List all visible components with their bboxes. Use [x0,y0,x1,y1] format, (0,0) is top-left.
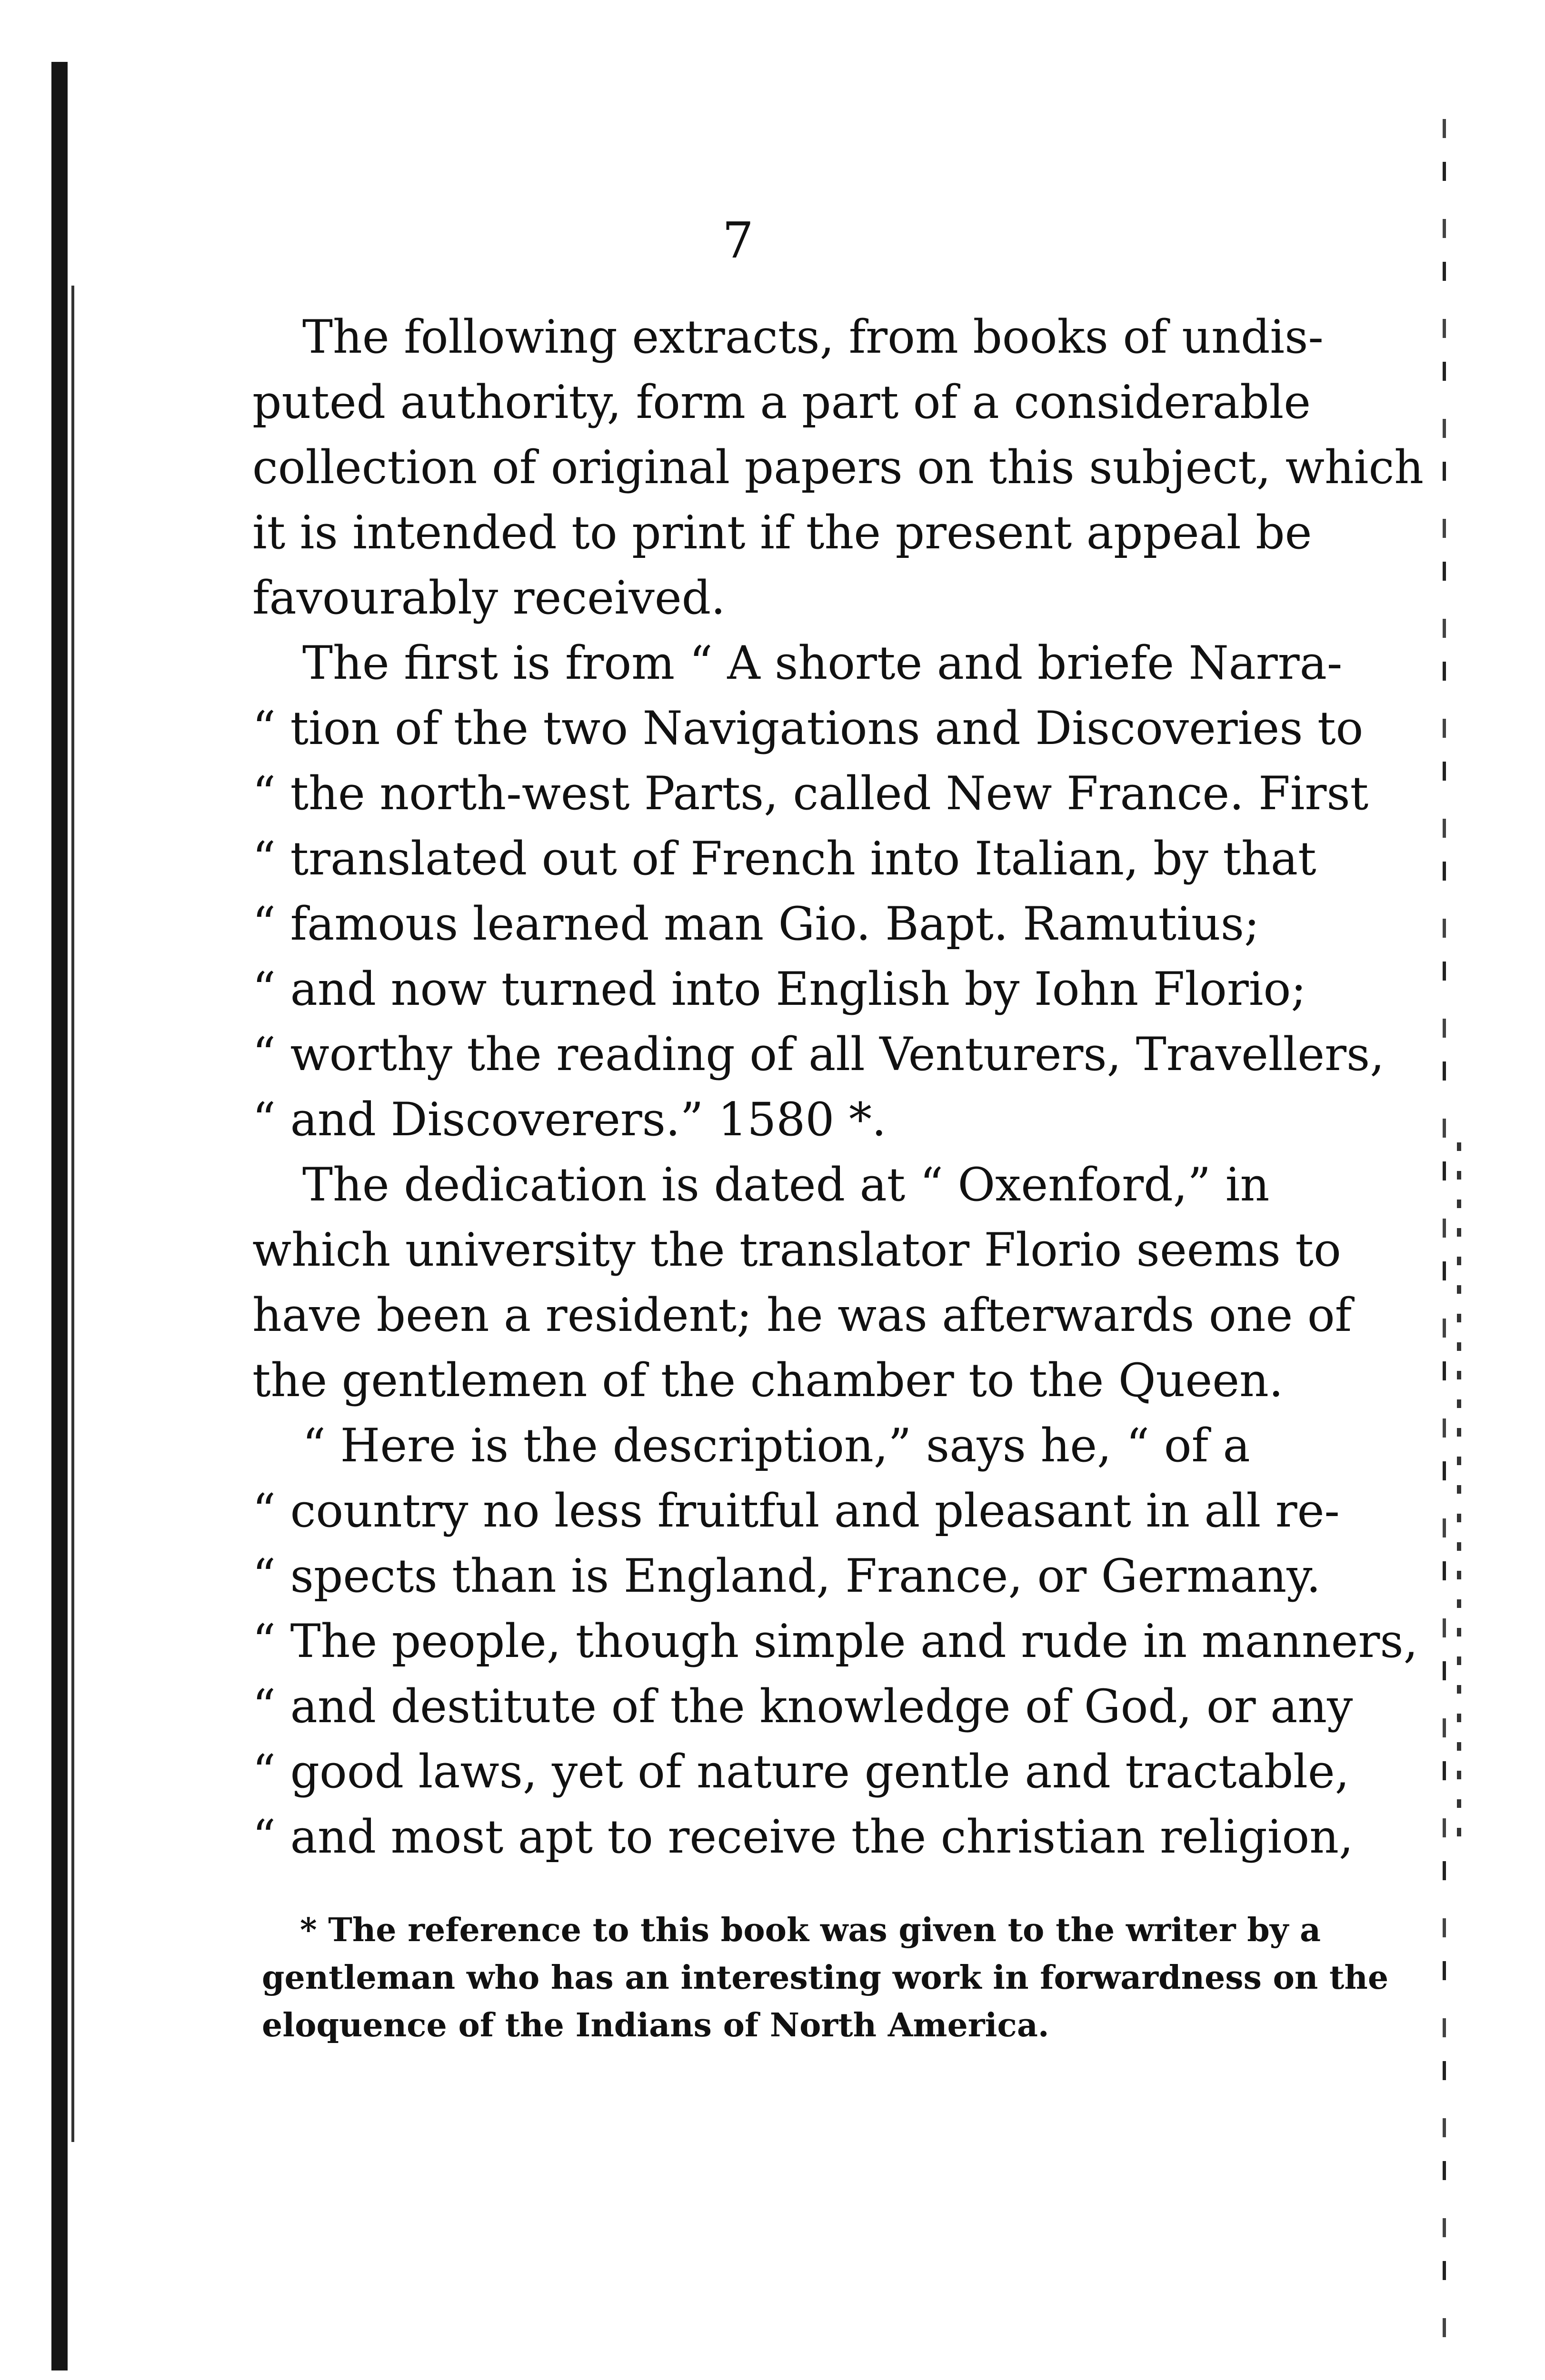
text-line: “ and now turned into English by Iohn Florio; [252,962,1306,1016]
text-line: the gentlemen of the chamber to the Queen. [252,1354,1284,1407]
text-line: “ worthy the reading of all Venturers, Travellers, [252,1028,1385,1081]
text-line: “ famous learned man Gio. Bapt. Ramutius; [252,897,1260,951]
footnote-line: eloquence of the Indians of North America. [262,2006,1049,2044]
text-line: “ and Discoverers.” 1580 *. [252,1093,887,1146]
page-number: 7 [722,211,754,269]
text-line: The dedication is dated at “ Oxenford,” in [302,1158,1270,1211]
text-line: “ and most apt to receive the christian religion, [252,1810,1354,1864]
text-line: have been a resident; he was afterwards one of [252,1289,1352,1342]
footnote-line: gentleman who has an interesting work in forwardness on the [262,1959,1389,1997]
scan-edge-right-marks [1457,1142,1461,1856]
text-line: The following extracts, from books of undis- [302,310,1324,364]
scan-edge-right [1443,119,1446,2356]
scan-edge-left-shadow [71,286,74,2142]
footnote [262,1906,1389,2049]
text-line: it is intended to print if the present appeal be [252,506,1312,559]
body-text [252,305,1424,1870]
text-line: “ and destitute of the knowledge of God, or any [252,1680,1353,1733]
text-line: “ good laws, yet of nature gentle and tractable, [252,1745,1350,1798]
text-line: “ the north-west Parts, called New France. First [252,767,1369,820]
text-line: which university the translator Florio seems to [252,1223,1341,1277]
text-line: puted authority, form a part of a considerable [252,376,1311,429]
text-line: “ tion of the two Navigations and Discoveries to [252,702,1364,755]
text-line: “ Here is the description,” says he, “ of a [302,1419,1250,1472]
text-line: collection of original papers on this subject, which [252,441,1424,494]
footnote-line: * The reference to this book was given to the writer by a [300,1911,1321,1949]
text-line: favourably received. [252,571,726,625]
text-line: “ translated out of French into Italian, by that [252,832,1316,885]
text-line: “ country no less fruitful and pleasant in all re- [252,1484,1340,1537]
text-line: The first is from “ A shorte and briefe Narra- [302,636,1343,690]
text-line: “ spects than is England, France, or Germany. [252,1549,1321,1603]
scan-edge-left [51,62,68,2370]
text-line: “ The people, though simple and rude in manners, [252,1615,1418,1668]
